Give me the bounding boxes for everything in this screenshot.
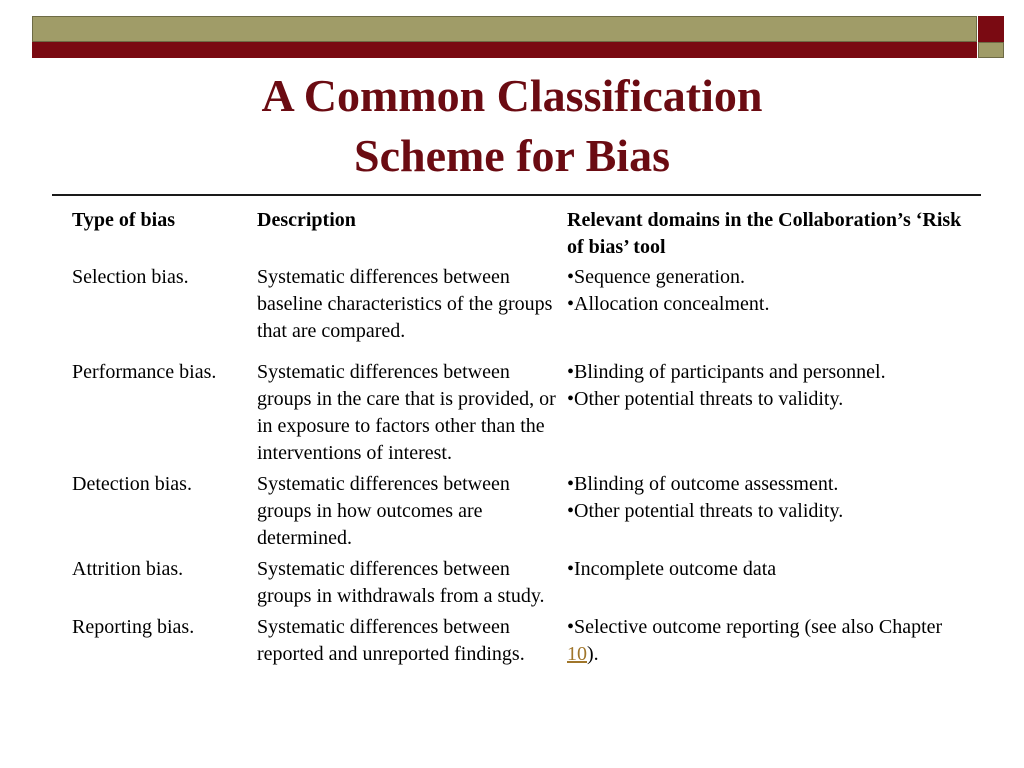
header-bar-olive — [32, 16, 977, 42]
table-row — [72, 471, 972, 556]
cell-type: Attrition bias. — [72, 558, 184, 580]
cell-description: Systematic differences between baseline characteristics of the groups that are compared. — [257, 266, 553, 342]
header-description: Description — [257, 209, 356, 231]
table-row — [72, 264, 972, 359]
cell-type: Reporting bias. — [72, 616, 195, 638]
table-row — [72, 556, 972, 614]
cell-domains — [567, 359, 972, 471]
cell-description: Systematic differences between groups in withdrawals from a study. — [257, 558, 545, 607]
chapter-10-link[interactable]: 10 — [567, 643, 587, 665]
cell-domains — [567, 471, 972, 556]
cell-domains — [567, 556, 972, 614]
domain-item: •Blinding of participants and personnel. — [567, 361, 886, 383]
bias-table — [72, 207, 972, 668]
domain-item-suffix: ). — [587, 643, 599, 665]
domain-item: •Sequence generation. — [567, 266, 746, 288]
slide-title — [112, 66, 912, 186]
title-divider — [52, 194, 981, 196]
header-square-maroon — [978, 16, 1004, 42]
domain-item: •Other potential threats to validity. — [567, 500, 844, 522]
cell-domains — [567, 264, 972, 359]
header-bar-maroon — [32, 42, 977, 58]
header-square-olive — [978, 42, 1004, 58]
slide-title-line-1: A Common Classification — [261, 70, 763, 121]
table-row — [72, 614, 972, 668]
cell-domains — [567, 614, 972, 668]
domain-item: •Allocation concealment. — [567, 293, 770, 315]
header-domains: Relevant domains in the Collaboration’s ‘Risk of bias’ tool — [567, 209, 962, 258]
cell-type: Detection bias. — [72, 473, 192, 495]
cell-description: Systematic differences between groups in the care that is provided, or in exposure to factors other than the interventions of interest. — [257, 361, 556, 464]
cell-description: Systematic differences between reported and unreported findings. — [257, 616, 525, 665]
header-type: Type of bias — [72, 209, 175, 231]
table-header-row — [72, 207, 972, 264]
slide-title-line-2: Scheme for Bias — [353, 130, 670, 181]
cell-description: Systematic differences between groups in how outcomes are determined. — [257, 473, 510, 549]
domain-item: •Other potential threats to validity. — [567, 388, 844, 410]
cell-type: Selection bias. — [72, 266, 189, 288]
domain-item: •Blinding of outcome assessment. — [567, 473, 839, 495]
domain-item: •Incomplete outcome data — [567, 558, 777, 580]
table-row — [72, 359, 972, 471]
domain-item-prefix: •Selective outcome reporting (see also Chapter — [567, 616, 943, 638]
cell-type: Performance bias. — [72, 361, 217, 383]
